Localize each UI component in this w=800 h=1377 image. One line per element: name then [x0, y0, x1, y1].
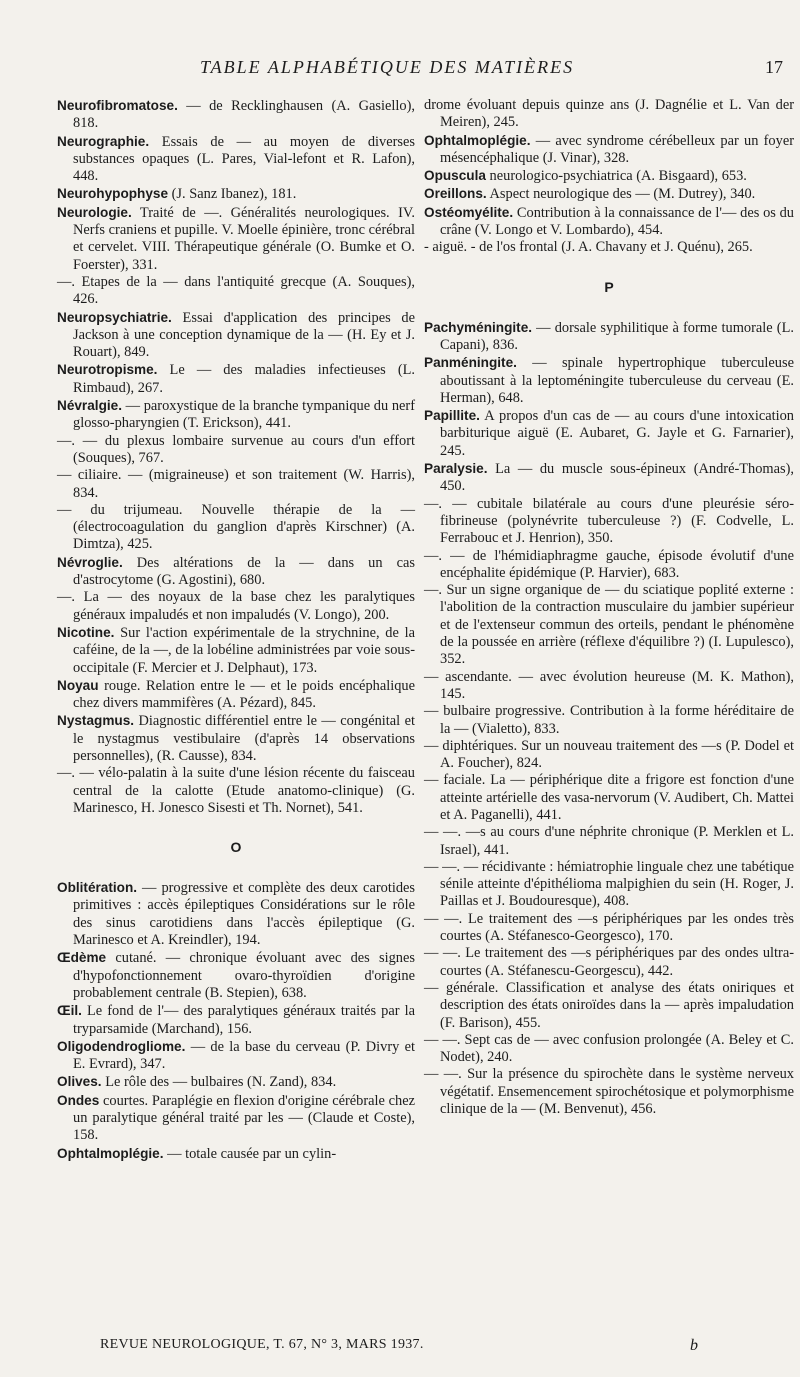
entry-text: — avec syndrome cérébelleux par un foyer mésencéphalique (J. Vinar), 328.	[440, 132, 794, 166]
right-column	[424, 97, 794, 1118]
index-entry	[424, 354, 794, 407]
entry-headword: Nystagmus.	[57, 713, 135, 729]
entry-headword: Neurofibromatose.	[57, 98, 178, 113]
index-entry	[424, 460, 794, 496]
page-number: 17	[765, 57, 783, 77]
index-entry	[424, 824, 794, 859]
index-entry	[57, 554, 415, 590]
section-letter: O	[230, 839, 242, 856]
running-title: TABLE ALPHABÉTIQUE DES MATIÈRES	[200, 57, 575, 77]
entry-text: La — du muscle sous-épineux (André-Thomas), 450.	[440, 461, 794, 495]
entry-headword: Névroglie.	[57, 554, 123, 570]
entry-headword: Ondes	[57, 1092, 100, 1108]
entry-text: — générale. Classification et analyse des états oniriques et description des états oniroïdes dans la — après impaludation (F. Barison), 455.	[424, 979, 794, 1031]
entry-text: — totale causée par un cylin-	[163, 1145, 337, 1162]
entry-text: —. La — des noyaux de la base chez les paralytiques généraux impaludés et non impaludés (V. Longo), 200.	[57, 589, 415, 623]
index-entry	[424, 239, 794, 256]
entry-text: — de la base du cerveau (P. Divry et E. Evrard), 347.	[73, 1038, 415, 1073]
entry-text: Traité de —. Généralités neurologiques. IV. Nerfs craniens et pupille. V. Moelle épinière, tronc cérébral et cervelet. VIII. Thérapeutique générale (O. Bumke et O. Foerster), 331.	[73, 204, 415, 273]
entry-headword: Oreillons.	[424, 186, 487, 202]
entry-text: — —. —s au cours d'une néphrite chronique (P. Merklen et L. Israel), 441.	[424, 824, 794, 858]
index-entry	[57, 1038, 415, 1074]
index-entry	[424, 319, 794, 355]
index-entry	[57, 712, 415, 765]
entry-headword: Neurotropisme.	[57, 362, 158, 378]
entry-headword: Opuscula	[424, 168, 486, 184]
entry-text: — paroxystique de la branche tympanique du nerf glosso-pharyngien (T. Erickson), 441.	[73, 398, 415, 432]
page-header	[0, 57, 800, 85]
entry-text: — —. Sur la présence du spirochète dans le système nerveux végétatif. Ensemencement spirochétosique et polymorphisme clinique de la — (M. Benvenut), 456.	[424, 1066, 794, 1118]
entry-text: — ciliaire. — (migraineuse) et son traitement (W. Harris), 834.	[57, 467, 415, 501]
entry-text: — —. Sept cas de — avec confusion prolongée (A. Beley et C. Nodet), 240.	[424, 1031, 794, 1066]
entry-headword: Neurologie.	[57, 204, 132, 220]
entry-text: A propos d'un cas de — au cours d'une intoxication barbiturique aiguë (E. Aubaret, G. Jayle et G. Farnarier), 245.	[440, 408, 794, 459]
entry-text: — du trijumeau. Nouvelle thérapie de la — (électrocoagulation du ganglion d'après Kirschner) (A. Dimtza), 425.	[57, 501, 415, 553]
index-entry	[57, 502, 415, 554]
entry-text: — —. — récidivante : hémiatrophie linguale chez une tabétique sénile atteinte d'épithélioma malpighien du sein (H. Roger, J. Paillas et J. Boudouresque), 408.	[424, 858, 794, 910]
entry-text: — faciale. La — périphérique dite a frigore est fonction d'une atteinte artérielle des vasa-nervorum (V. Audibert, Ch. Mattei et A. Paganelli), 441.	[424, 772, 794, 823]
index-entry	[424, 738, 794, 773]
entry-text: Le rôle des — bulbaires (N. Zand), 834.	[101, 1074, 337, 1091]
index-entry	[57, 133, 415, 186]
index-entry	[424, 204, 794, 240]
index-entry	[57, 361, 415, 397]
index-entry	[57, 309, 415, 362]
entry-headword: Œil.	[57, 1003, 82, 1019]
index-entry	[424, 1032, 794, 1067]
index-entry	[424, 496, 794, 548]
entry-text: —. — vélo-palatin à la suite d'une lésion récente du faisceau central de la calotte (Etude anatomo-clinique) (G. Marinesco, H. Jonesco Sisesti et Th. Nornet), 541.	[57, 765, 415, 816]
index-entry	[57, 677, 415, 713]
section-letter: P	[604, 278, 614, 295]
entry-text: — —. Le traitement des —s périphériques par des ondes ultra-courtes (A. Stéfanescu-Georgescu), 442.	[424, 945, 794, 979]
entry-headword: Noyau	[57, 677, 99, 693]
index-entry	[424, 945, 794, 980]
entry-headword: Ophtalmoplégie.	[57, 1145, 164, 1161]
entry-headword: Neuropsychiatrie.	[57, 309, 172, 325]
entry-headword: Neurohypophyse	[57, 186, 169, 202]
entry-text: — bulbaire progressive. Contribution à la forme héréditaire de la — (Vialetto), 833.	[424, 703, 794, 737]
index-entry	[57, 274, 415, 309]
index-entry	[57, 1145, 415, 1163]
left-column	[57, 97, 415, 1163]
journal-citation: REVUE NEUROLOGIQUE, T. 67, N° 3, MARS 1937.	[100, 1337, 424, 1352]
entry-text: cutané. — chronique évoluant avec des signes d'hypofonctionnement ovaro-thyroïdien d'origine probablement centrale (B. Stepien), 638.	[73, 950, 415, 1001]
entry-text: Essai d'application des principes de Jackson à une conception dynamique de la — (H. Ey et J. Rouart), 849.	[73, 309, 415, 361]
entry-text: neurologico-psychiatrica (A. Bisgaard), 653.	[485, 168, 747, 185]
entry-headword: Oligodendrogliome.	[57, 1038, 186, 1054]
entry-text: —. — de l'hémidiaphragme gauche, épisode évolutif d'une encéphalite épidémique (P. Harvier), 683.	[424, 547, 794, 581]
entry-text: - aiguë. - de l'os frontal (J. A. Chavany et J. Quénu), 265.	[424, 239, 753, 256]
index-entry	[57, 204, 415, 274]
entry-text: — spinale hypertrophique tuberculeuse aboutissant à la leptoméningite tuberculeuse du cerveau (E. Herman), 648.	[440, 355, 794, 406]
index-entry	[57, 433, 415, 468]
entry-headword: Paralysie.	[424, 461, 488, 477]
entry-text: — —. Le traitement des —s périphériques par les ondes très courtes (A. Stéfanesco-Georgesco), 170.	[424, 910, 794, 945]
entry-text: Le — des maladies infectieuses (L. Rimbaud), 267.	[73, 362, 415, 396]
entry-text: courtes. Paraplégie en flexion d'origine cérébrale chez un paralytique général traité par les — (Claude et Coste), 158.	[73, 1092, 415, 1144]
index-entry	[57, 397, 415, 433]
index-entry	[57, 1092, 415, 1145]
entry-text: Contribution à la connaissance de l'— des os du crâne (V. Longo et V. Lombardo), 454.	[440, 204, 794, 239]
entry-headword: Nicotine.	[57, 624, 115, 640]
index-entry	[424, 772, 794, 824]
entry-text: — dorsale syphilitique à forme tumorale (L. Capani), 836.	[440, 319, 794, 353]
entry-text: (J. Sanz Ibanez), 181.	[168, 186, 297, 203]
entry-text: Sur l'action expérimentale de la strychnine, de la caféine, de la —, de la lobéline administrées par voie sous-occipitale (F. Mercier et J. Delphaut), 173.	[73, 624, 415, 676]
entry-text: —. Etapes de la — dans l'antiquité grecque (A. Souques), 426.	[57, 273, 415, 308]
index-entry	[424, 1066, 794, 1118]
entry-headword: Œdème	[57, 950, 107, 966]
index-entry	[424, 97, 794, 132]
entry-text: —. — cubitale bilatérale au cours d'une pleurésie séro-fibrineuse (polynévrite tuberculeuse ?) (F. Codvelle, L. Ferrabouc et J. Henrion), 350.	[424, 495, 794, 547]
index-entry	[424, 859, 794, 911]
entry-text: Essais de — au moyen de diverses substances opaques (L. Pares, Vial-lefont et R. Lafon), 448.	[73, 133, 415, 185]
entry-text: — diphtériques. Sur un nouveau traitement des —s (P. Dodel et A. Foucher), 824.	[424, 737, 794, 772]
entry-text: rouge. Relation entre le — et le poids encéphalique chez divers mammifères (A. Pézard), 845.	[73, 677, 415, 712]
entry-headword: Olives.	[57, 1074, 102, 1090]
index-entry	[424, 132, 794, 168]
entry-headword: Ostéomyélite.	[424, 204, 514, 220]
index-entry	[424, 703, 794, 738]
index-entry	[57, 1002, 415, 1038]
entry-text: Le fond de l'— des paralytiques généraux traités par la tryparsamide (Marchand), 156.	[73, 1003, 415, 1037]
entry-headword: Neurographie.	[57, 133, 150, 149]
entry-text: Aspect neurologique des — (M. Dutrey), 340.	[486, 186, 756, 203]
index-entry	[424, 407, 794, 460]
entry-text: — ascendante. — avec évolution heureuse (M. K. Mathon), 145.	[424, 668, 794, 702]
entry-text: Des altérations de la — dans un cas d'astrocytome (G. Agostini), 680.	[73, 554, 415, 589]
entry-text: drome évoluant depuis quinze ans (J. Dagnélie et L. Van der Meiren), 245.	[424, 97, 794, 131]
index-entry	[57, 624, 415, 677]
entry-text: — progressive et complète des deux carotides primitives : accès épileptiques Considérations sur le rôle des sinus carotidiens dans l'accès épileptique (G. Marinesco et A. Kreindler), 194.	[73, 880, 415, 949]
index-entry	[424, 911, 794, 946]
signature-mark: b	[690, 1337, 698, 1354]
index-entry	[424, 185, 794, 203]
index-entry	[57, 589, 415, 624]
index-entry	[57, 879, 415, 949]
entry-headword: Névralgie.	[57, 398, 122, 414]
index-entry	[424, 669, 794, 704]
entry-headword: Pachyméningite.	[424, 319, 533, 335]
entry-text: —. — du plexus lombaire survenue au cours d'un effort (Souques), 767.	[57, 432, 415, 466]
index-entry	[424, 582, 794, 668]
entry-text: — de Recklinghausen (A. Gasiello), 818.	[73, 98, 415, 132]
index-entry	[424, 980, 794, 1032]
entry-headword: Oblitération.	[57, 880, 138, 896]
entry-text: —. Sur un signe organique de — du sciatique poplité externe : l'abolition de la contraction musculaire du jambier supérieur et de l'extenseur commun des orteils, pendant le phénomène de la poussée en arrière (réflexe d'équilibre ?) (I. Lupulesco), 352.	[424, 582, 794, 668]
index-entry	[57, 97, 415, 133]
entry-headword: Ophtalmoplégie.	[424, 132, 531, 148]
index-entry	[57, 765, 415, 817]
index-entry	[57, 949, 415, 1002]
entry-headword: Papillite.	[424, 408, 480, 424]
index-entry	[424, 167, 794, 185]
index-entry	[424, 548, 794, 583]
index-entry	[57, 467, 415, 502]
index-entry	[57, 1073, 415, 1091]
index-entry	[57, 185, 415, 203]
entry-headword: Panméningite.	[424, 355, 517, 371]
entry-text: Diagnostic différentiel entre le — congénital et le nystagmus vestibulaire (d'après 14 observations personnelles), (R. Causse), 834.	[73, 713, 415, 764]
page-footer	[0, 1337, 800, 1359]
